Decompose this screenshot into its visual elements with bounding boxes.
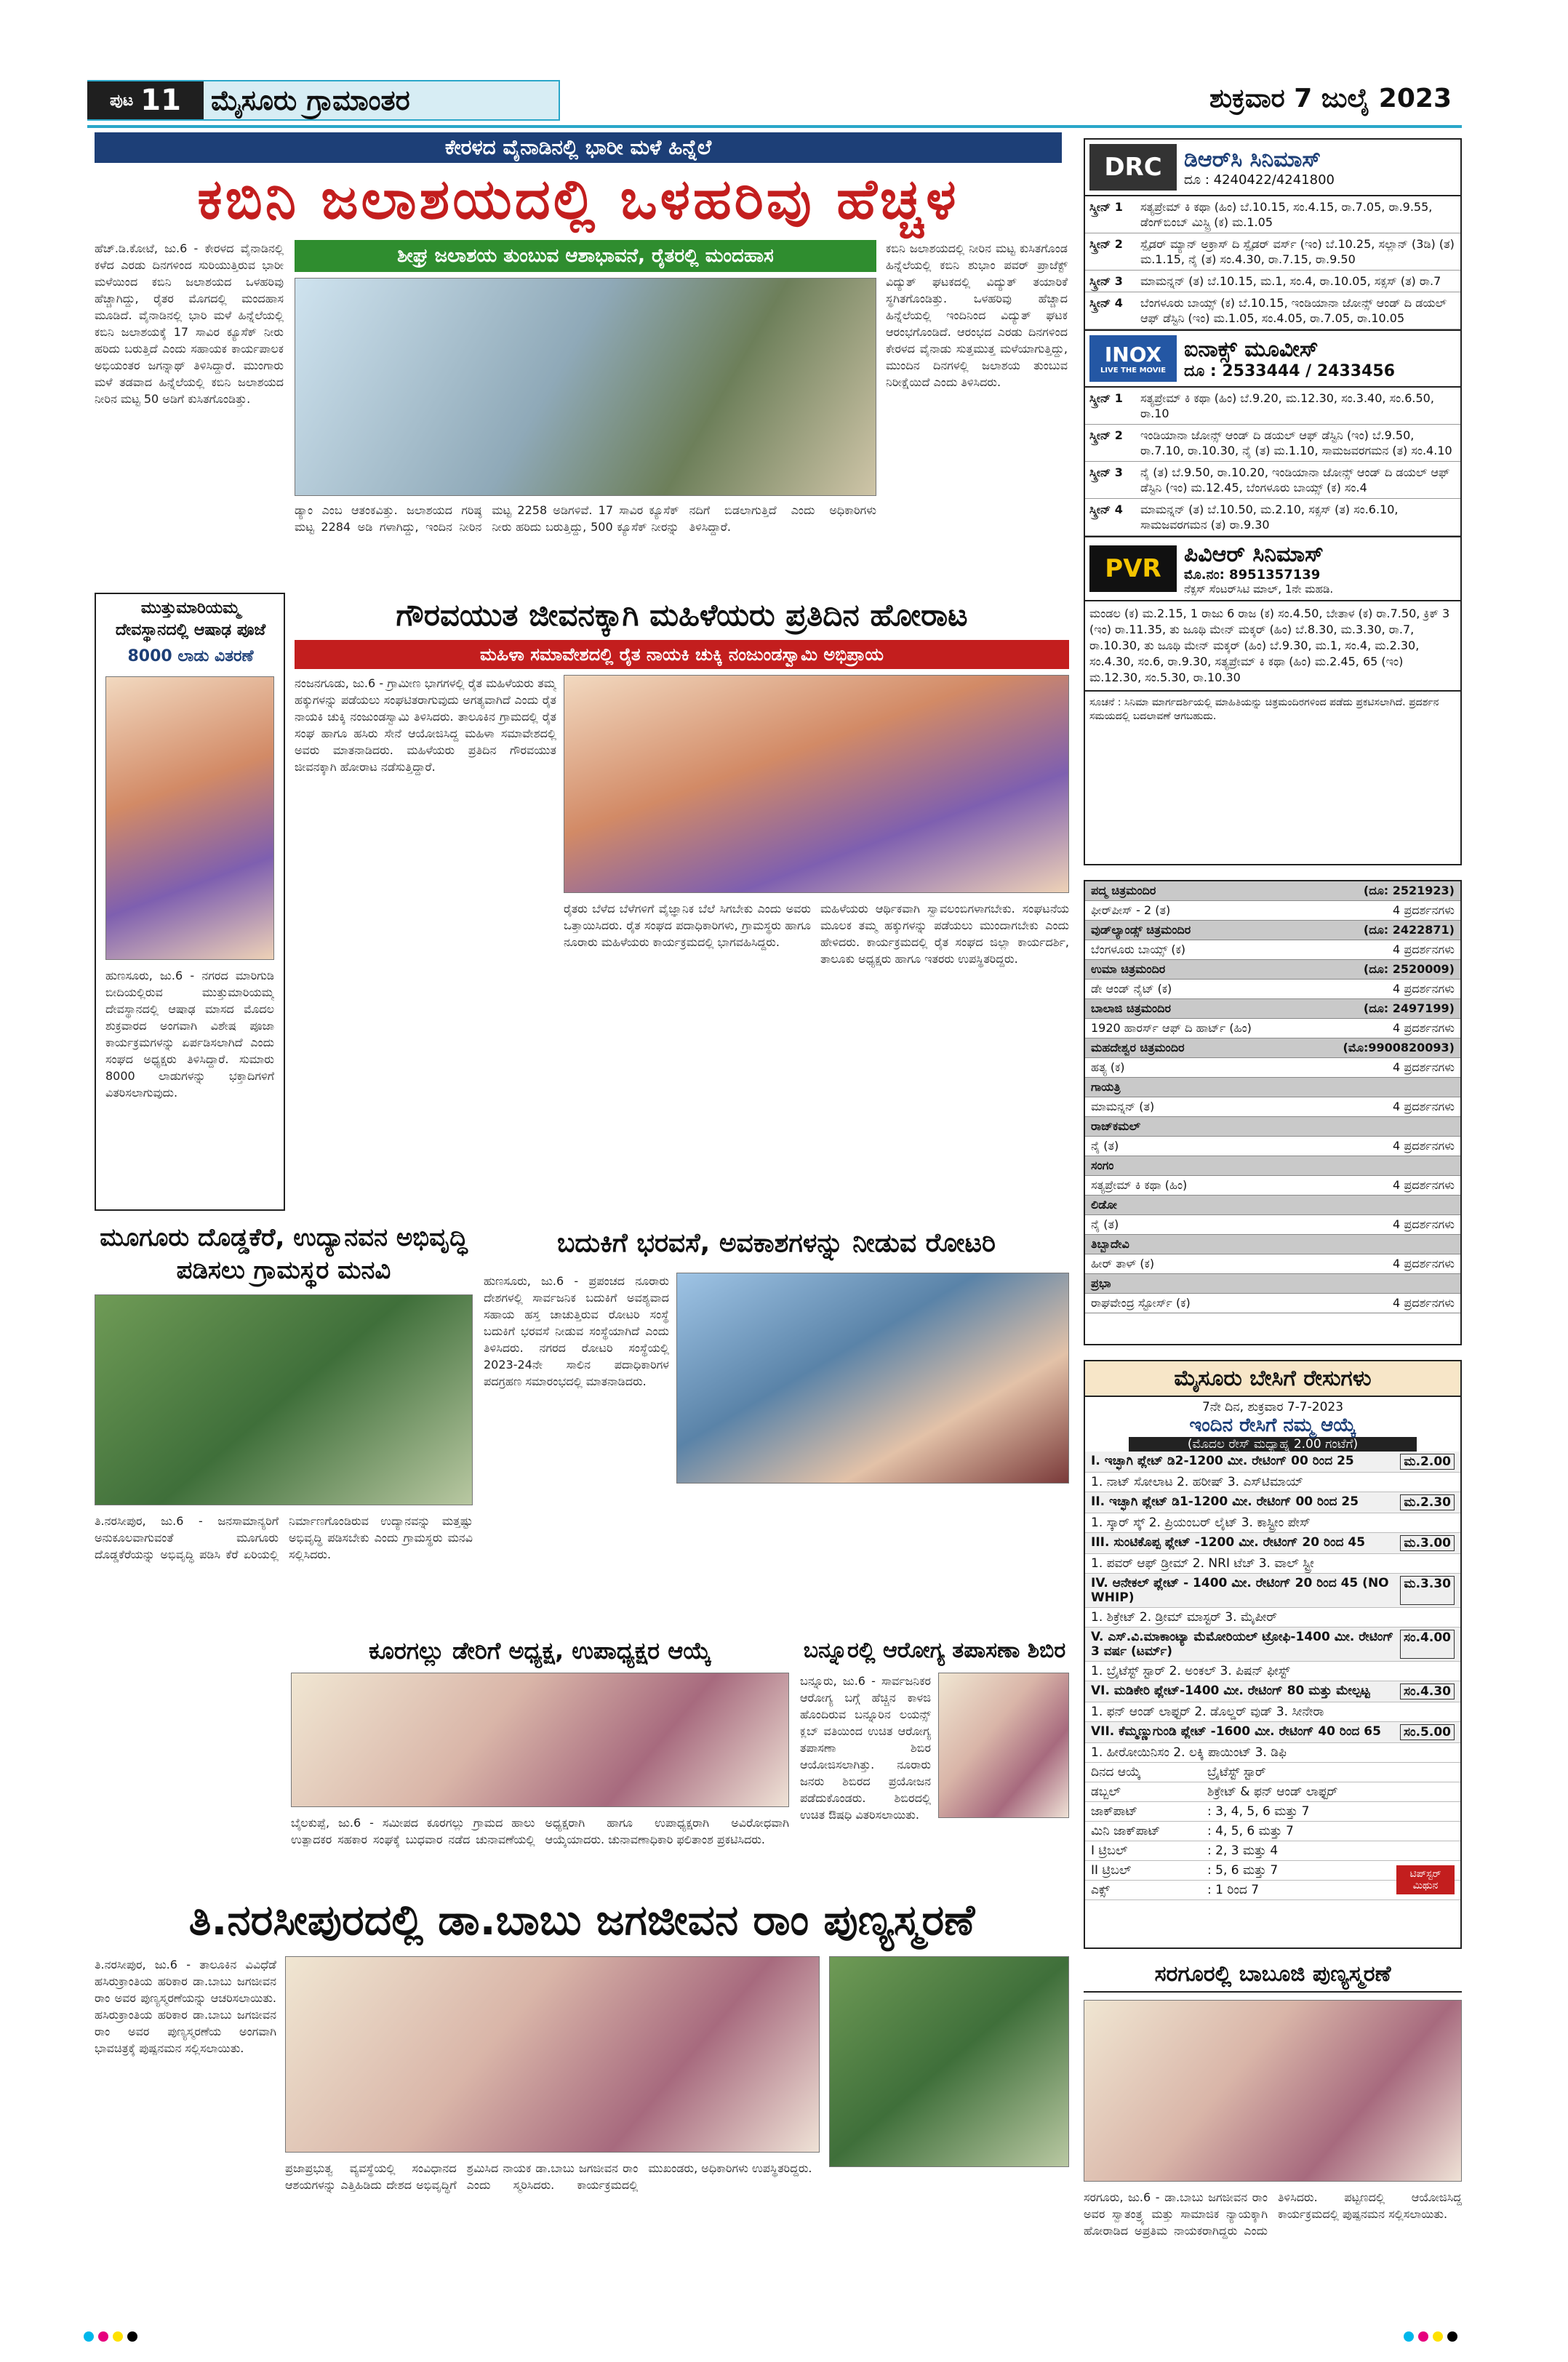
race-picks-row [1085,1743,1460,1763]
theatre-name-row [1085,999,1460,1019]
theatre-movie-row [1085,1019,1460,1038]
jagjivan-photo [285,1956,820,2153]
race-picks-row [1085,1702,1460,1722]
kuragalli-headline: ಕೂರಗಲ್ಲು ಡೇರಿಗೆ ಅಧ್ಯಕ್ಷ, ಉಪಾಧ್ಯಕ್ಷರ ಆಯ್ಕೆ [369,1637,711,1665]
moguru-headline: ಮೂಗೂರು ದೊಡ್ಡಕೆರೆ, ಉದ್ಯಾನವನ ಅಭಿವೃದ್ಧಿ ಪಡಿಸಲು ಗ್ರಾಮಸ್ಥರ ಮನವಿ [100,1223,468,1285]
movie-title: ಹೀರ್ ತಾಳ್ (ಕ) [1091,1257,1155,1270]
summary-row [1085,1822,1460,1841]
lead-col3: ಕಬಿನಿ ಜಲಾಶಯದಲ್ಲಿ ನೀರಿನ ಮಟ್ಟ ಕುಸಿತಗೊಂಡ ಹಿನ್ನೆಲೆಯಲ್ಲಿ ಕಬಿನಿ ಶುಭಾಂ ಪವರ್ ಪ್ರಾಜೆಕ್ಟ್ ವಿದ್ಯುತ್ ಘಟಕದಲ್ಲಿ ವಿದ್ಯುತ್ ತಯಾರಿಕೆ ಸ್ಥಗಿತಗೊಂಡಿತ್ತು. ಒಳಹರಿವು ಹೆಚ್ಚಾದ ಹಿನ್ನೆಲೆಯಲ್ಲಿ ಇಂದಿನಿಂದ ವಿದ್ಯುತ್ ಘಟಕ ಆರಂಭಗೊಂಡಿದೆ. ಆರಂಭದ ಎರಡು ದಿನಗಳಿಂದ ಕೇರಳದ ವೈನಾಡು ಸುತ್ತಮುತ್ತ ಮಳೆಯಾಗುತ್ತಿದ್ದು, ಮುಂದಿನ ದಿನಗಳಲ್ಲಿ ಜಲಾಶಯ ತುಂಬುವ ನಿರೀಕ್ಷೆಯಿದೆ ಎಂದು ತಿಳಿಸಿದರು. [886,241,1068,389]
theatre-name-row [1085,1274,1460,1294]
movie-title: ರಾಘವೇಂದ್ರ ಸ್ಟೋರ್ಸ್ (ಕ) [1091,1296,1191,1310]
theatre-phone: (ದೂ: 2520009) [1363,962,1455,976]
theatre-name: ಗಾಯತ್ರಿ [1091,1080,1121,1094]
goddess-title: ಮುತ್ತುಮಾರಿಯಮ್ಮ ದೇವಸ್ಥಾನದಲ್ಲಿ ಆಷಾಢ ಪೂಜೆ [115,599,266,639]
theatre-name-row [1085,1156,1460,1176]
theatre-name-row [1085,1235,1460,1254]
race-picks-row [1085,1473,1460,1492]
drc-title: ಡಿಆರ್‌ಸಿ ಸಿನಿಮಾಸ್ [1184,147,1321,172]
pvr-phone: ಮೊ.ನಂ: 8951357139 [1184,567,1321,583]
inox-logo-text: INOX [1104,343,1162,367]
moguru-body: ತಿ.ನರಸೀಪುರ, ಜು.6 - ಜನಸಾಮಾನ್ಯರಿಗೆ ಅನುಕೂಲವಾಗುವಂತೆ ಮೂಗೂರು ದೊಡ್ಡಕೆರೆಯನ್ನು ಅಭಿವೃದ್ಧಿ ಪಡಿಸಿ ಕೆರೆ ಏರಿಯಲ್ಲಿ ನಿರ್ಮಾಣಗೊಂಡಿರುವ ಉದ್ಯಾನವನ್ನು ಮತ್ತಷ್ಟು ಅಭಿವೃದ್ಧಿ ಪಡಿಸಬೇಕು ಎಂದು ಗ್ರಾಮಸ್ಥರು ಮನವಿ ಸಲ್ಲಿಸಿದರು. [95,1514,473,1561]
page-number-value: 11 [140,84,181,117]
showtimes: ಮಾಮನ್ನನ್ (ತ) ಬೆ.10.50, ಮ.2.10, ಸಕ್ಸಸ್ (ತ) ಸಂ.6.10, ಸಾಮಜವರಗಮನ (ತ) ರಾ.9.30 [1140,503,1399,532]
theatre-name: ಸಂಗಂ [1091,1158,1114,1172]
summary-value: : 5, 6 ಮತ್ತು 7 [1207,1863,1279,1878]
screen-label: ಸ್ಕ್ರೀನ್ 1 [1089,391,1123,405]
race-day: 7ನೇ ದಿನ, ಶುಕ್ರವಾರ 7-7-2023 [1201,1400,1344,1414]
summary-row [1085,1763,1460,1782]
issue-date: ಶುಕ್ರವಾರ 7 ಜುಲೈ 2023 [1209,84,1452,113]
show-count: 4 ಪ್ರದರ್ಶನಗಳು [1393,1100,1455,1113]
theatre-name-row [1085,881,1460,901]
kuragalli-photo [291,1673,789,1807]
saragur-body: ಸರಗೂರು, ಜು.6 - ಡಾ.ಬಾಬು ಜಗಜೀವನ ರಾಂ ಅವರ ಸ್ವಾತಂತ್ರ್ಯ ಮತ್ತು ಸಾಮಾಜಿಕ ನ್ಯಾಯಕ್ಕಾಗಿ ಹೋರಾಡಿದ ಅಪ್ರತಿಮ ನಾಯಕರಾಗಿದ್ದರು ಎಂದು ತಿಳಿಸಿದರು. ಪಟ್ಟಣದಲ್ಲಿ ಆಯೋಜಿಸಿದ್ದ ಕಾರ್ಯಕ್ರಮದಲ್ಲಿ ಪುಷ್ಪನಮನ ಸಲ್ಲಿಸಲಾಯಿತು. [1084,2190,1462,2238]
show-count: 4 ಪ್ರದರ್ಶನಗಳು [1393,982,1455,996]
theatre-name: ಮಹದೇಶ್ವರ ಚಿತ್ರಮಂದಿರ [1091,1041,1185,1054]
inox-row [1085,499,1460,536]
summary-value: ಬ್ರೈಟೆಸ್ಟ್ ಸ್ಟಾರ್ [1207,1765,1266,1779]
movie-title: ಬೆಂಗಳೂರು ಬಾಯ್ಸ್ (ಕ) [1091,942,1186,956]
lead-col1: ಹೆಚ್.ಡಿ.ಕೋಟೆ, ಜು.6 - ಕೇರಳದ ವೈನಾಡಿನಲ್ಲಿ ಕಳೆದ ಎರಡು ದಿನಗಳಿಂದ ಸುರಿಯುತ್ತಿರುವ ಭಾರೀ ಮಳೆಯಿಂದ ಕಬಿನಿ ಜಲಾಶಯದ ಒಳಹರಿವು ಹೆಚ್ಚಾಗಿದ್ದು, ರೈತರ ಮೊಗದಲ್ಲಿ ಮಂದಹಾಸ ಮೂಡಿದೆ. ವೈನಾಡಿನಲ್ಲಿ ಭಾರಿ ಮಳೆ ಹಿನ್ನೆಲೆಯಲ್ಲಿ ಕಬಿನಿ ಜಲಾಶಯಕ್ಕೆ 17 ಸಾವಿರ ಕ್ಯೂಸೆಕ್ ನೀರು ಹರಿದು ಬರುತ್ತಿದೆ ಎಂದು ಸಹಾಯಕ ಕಾರ್ಯಪಾಲಕ ಅಭಿಯಂತರ ಜಗನ್ನಾಥ್ ತಿಳಿಸಿದ್ದಾರೆ. ಮುಂಗಾರು ಮಳೆ ತಡವಾದ ಹಿನ್ನೆಲೆಯಲ್ಲಿ ಕಬಿನಿ ಜಲಾಶಯದ ನೀರಿನ ಮಟ್ಟ 50 ಅಡಿಗೆ ಕುಸಿತಗೊಂಡಿತ್ತು. [95,241,284,406]
race-picks: 1. ಹೀರೋಯಿನಿಸಂ 2. ಲಕ್ಕಿ ಪಾಯಿಂಟ್ 3. ಡಿಫಿ [1091,1745,1287,1760]
theatre-name-row [1085,1117,1460,1137]
theatre-name: ರಾಜ್‌ಕಮಲ್ [1091,1119,1141,1133]
show-count: 4 ಪ್ರದರ್ಶನಗಳು [1393,1021,1455,1035]
tipster-badge: ಟಿಪ್‌ಸ್ಟರ್ ಮಿಥುನ [1396,1865,1455,1894]
race-title: ಮೈಸೂರು ಬೇಸಿಗೆ ರೇಸುಗಳು [1085,1361,1460,1397]
race-picks-row [1085,1608,1460,1628]
women-subkicker: ಮಹಿಳಾ ಸಮಾವೇಶದಲ್ಲಿ ರೈತ ನಾಯಕಿ ಚುಕ್ಕಿ ನಂಜುಂಡಸ್ವಾಮಿ ಅಭಿಪ್ರಾಯ [295,640,1069,669]
race-picks: 1. ಪವರ್ ಆಫ್ ಡ್ರೀಮ್ 2. NRI ಟೆಚ್ 3. ವಾಲ್ ಸ್ಟ್ರೀ [1091,1556,1314,1571]
race-name: V. ಎಸ್.ವಿ.ಮಾಕಾಂಟ್ಯಾ ಮೆಮೋರಿಯಲ್ ಟ್ರೋಫಿ-1400 ಮೀ. ರೇಟಿಂಗ್ 3 ವರ್ಷ (ಟರ್ಮ್) [1091,1630,1394,1659]
summary-key: ಎಕ್ಸ್ [1091,1883,1110,1897]
showtimes: ಇಂಡಿಯಾನಾ ಜೋನ್ಸ್ ಆಂಡ್ ದಿ ಡಯಲ್ ಆಫ್ ಡೆಸ್ಟಿನಿ (ಇಂ) ಬೆ.9.50, ರಾ.7.10, ರಾ.10.30, ನೈ (ತ) ಮ.1.10, ಸಾಮಜವರಗಮನ (ತ) ಸಂ.4.10 [1140,428,1452,457]
theatre-movie-row [1085,901,1460,921]
inox-row [1085,425,1460,462]
show-count: 4 ಪ್ರದರ್ಶನಗಳು [1393,1178,1455,1192]
drc-row [1085,292,1460,329]
color-marks-left [84,2331,142,2345]
drc-row [1085,233,1460,271]
summary-value: ಶಿಕ್ರೇಟ್ & ಫನ್ ಆಂಡ್ ಲಾಫ್ಟರ್ [1207,1785,1338,1799]
drc-row [1085,271,1460,292]
theatre-movie-row [1085,1254,1460,1274]
moguru-photo [95,1294,473,1505]
theatre-movie-row [1085,1137,1460,1156]
theatre-name-row [1085,1038,1460,1058]
health-body: ಬನ್ನೂರು, ಜು.6 - ಸಾರ್ವಜನಿಕರ ಆರೋಗ್ಯ ಬಗ್ಗೆ ಹೆಚ್ಚಿನ ಕಾಳಜಿ ಹೊಂದಿರುವ ಬನ್ನೂರಿನ ಲಯನ್ಸ್ ಕ್ಲಬ್ ವತಿಯಿಂದ ಉಚಿತ ಆರೋಗ್ಯ ತಪಾಸಣಾ ಶಿಬಿರ ಆಯೋಜಿಸಲಾಗಿತ್ತು. ನೂರಾರು ಜನರು ಶಿಬಿರದ ಪ್ರಯೋಜನ ಪಡೆದುಕೊಂಡರು. ಶಿಬಿರದಲ್ಲಿ ಉಚಿತ ಔಷಧಿ ವಿತರಿಸಲಾಯಿತು. [800,1674,931,1822]
race-time: ಮ.3.00 [1400,1535,1455,1551]
saragur-headline: ಸರಗೂರಲ್ಲಿ ಬಾಬೂಜಿ ಪುಣ್ಯಸ್ಮರಣೆ [1084,1956,1462,1993]
theatre-phone: (ದೂ: 2497199) [1363,1001,1455,1015]
showtimes: ಸತ್ಯಪ್ರೇಮ್ ಕಿ ಕಥಾ (ಹಿಂ) ಬೆ.9.20, ಮ.12.30, ಸಂ.3.40, ಸಂ.6.50, ರಾ.10 [1140,391,1434,420]
race-header-row [1085,1574,1460,1608]
summary-key: ದಿನದ ಆಯ್ಕೆ [1091,1765,1141,1779]
women-photo [564,675,1069,893]
inox-header [1085,329,1460,388]
theatre-name: ಲಿಡೋ [1091,1198,1117,1212]
race-name: VII. ಕೆಮ್ಮಣ್ಣುಗುಂಡಿ ಪ್ಲೇಟ್ -1600 ಮೀ. ರೇಟಿಂಗ್ 40 ರಿಂದ 65 [1091,1724,1381,1739]
race-picks-row [1085,1662,1460,1681]
race-picks: 1. ಫನ್ ಆಂಡ್ ಲಾಫ್ಟರ್ 2. ಡೊಲ್ಡರ್ ವುಡ್ 3. ಸೀನೇರಾ [1091,1705,1324,1719]
theatre-movie-row [1085,1058,1460,1078]
theatre-name: ಪದ್ಮ ಚಿತ್ರಮಂದಿರ [1091,884,1156,897]
theatre-name: ತಿಬ್ಬಾದೇವಿ [1091,1237,1129,1251]
inox-logo [1089,335,1177,382]
inox-tagline: LIVE THE MOVIE [1100,367,1167,375]
show-count: 4 ಪ್ರದರ್ಶನಗಳು [1393,1060,1455,1074]
cinema-panel [1084,138,1462,865]
movie-title: ಡೇ ಆಂಡ್ ನೈಟ್ (ಕ) [1091,982,1172,996]
screen-label: ಸ್ಕ್ರೀನ್ 4 [1089,296,1123,310]
theatre-name: ಪ್ರಭಾ [1091,1276,1111,1290]
screen-label: ಸ್ಕ್ರೀನ್ 3 [1089,465,1123,479]
theatre-movie-row [1085,1097,1460,1117]
inox-row [1085,462,1460,499]
race-picks: 1. ನಾಟ್ ಸೋಲಾಟ 2. ಹರೀಷ್ 3. ಎಸ್‌ಟಿಮಾಯ್ [1091,1475,1303,1489]
dam-photo [295,278,876,496]
women-col3: ಮಹಿಳೆಯರು ಆರ್ಥಿಕವಾಗಿ ಸ್ವಾವಲಂಬಿಗಳಾಗಬೇಕು. ಸಂಘಟನೆಯ ಮೂಲಕ ತಮ್ಮ ಹಕ್ಕುಗಳನ್ನು ಪಡೆಯಲು ಮುಂದಾಗಬೇಕು ಎಂದು ಹೇಳಿದರು. ಕಾರ್ಯಕ್ರಮದಲ್ಲಿ ರೈತ ಸಂಘದ ಜಿಲ್ಲಾ ಕಾರ್ಯದರ್ಶಿ, ತಾಲೂಕು ಅಧ್ಯಕ್ಷರು ಹಾಗೂ ಇತರರು ಉಪಸ್ಥಿತರಿದ್ದರು. [820,902,1069,966]
theatre-name-row [1085,1078,1460,1097]
summary-value: : 2, 3 ಮತ್ತು 4 [1207,1843,1279,1858]
race-header-row [1085,1452,1460,1473]
race-name: I. ಇಚ್ಛಾಗಿ ಪ್ಲೇಟ್ ಡಿ2-1200 ಮೀ. ರೇಟಿಂಗ್ 00 ರಿಂದ 25 [1091,1454,1354,1468]
showtimes: ನೈ (ತ) ಬೆ.9.50, ರಾ.10.20, ಇಂಡಿಯಾನಾ ಜೋನ್ಸ್ ಆಂಡ್ ದಿ ಡಯಲ್ ಆಫ್ ಡೆಸ್ಟಿನಿ (ಇಂ) ಮ.12.45, ಬೆಂಗಳೂರು ಬಾಯ್ಸ್ (ಕ) ಸಂ.4 [1140,465,1450,495]
theatre-movie-row [1085,1294,1460,1313]
pvr-schedule: ಮಂಡಲ (ಕ) ಮ.2.15, 1 ರಾಜು 6 ರಾಜ (ಕ) ಸಂ.4.50, ಬೇತಾಳ (ಕ) ರಾ.7.50, ಕ್ರಿಕ್ 3 (ಇಂ) ರಾ.11.35, ತು ಜೂಥಿ ಮೇನ್ ಮಕ್ಕರ್ (ಹಿಂ) ಬೆ.8.30, ಮ.3.30, ರಾ.7, ರಾ.10.30, ತು ಜೂಥಿ ಮೇನ್ ಮಕ್ಕರ್ (ಹಿಂ) ಬೆ.9.30, ಮ.1, ಸಂ.4, ಮ.2.30, ಸಂ.4.30, ಸಂ.6, ರಾ.9.30, ಸತ್ಯಪ್ರೇಮ್ ಕಿ ಕಥಾ (ಹಿಂ) ಮ.2.45, 65 (ಇಂ) ಮ.12.30, ಸಂ.5.30, ರಾ.10.30 [1089,606,1450,684]
race-header-row [1085,1533,1460,1554]
inox-row [1085,388,1460,425]
theatre-phone: (ದೂ: 2422871) [1363,923,1455,937]
kuragalli-body: ಬೈಲಕುಪ್ಪೆ, ಜು.6 - ಸಮೀಪದ ಕೂರಗಲ್ಲು ಗ್ರಾಮದ ಹಾಲು ಉತ್ಪಾದಕರ ಸಹಕಾರ ಸಂಘಕ್ಕೆ ಬುಧವಾರ ನಡೆದ ಚುನಾವಣೆಯಲ್ಲಿ ಅಧ್ಯಕ್ಷರಾಗಿ ಹಾಗೂ ಉಪಾಧ್ಯಕ್ಷರಾಗಿ ಅವಿರೋಧವಾಗಿ ಆಯ್ಕೆಯಾದರು. ಚುನಾವಣಾಧಿಕಾರಿ ಫಲಿತಾಂಶ ಪ್ರಕಟಿಸಿದರು. [291,1816,789,1846]
women-headline: ಗೌರವಯುತ ಜೀವನಕ್ಕಾಗಿ ಮಹಿಳೆಯರು ಪ್ರತಿದಿನ ಹೋರಾಟ [396,597,968,633]
pvr-header [1085,536,1460,601]
showtimes: ಸತ್ಯಪ್ರೇಮ್ ಕಿ ಕಥಾ (ಹಿಂ) ಬೆ.10.15, ಸಂ.4.15, ರಾ.7.05, ರಾ.9.55, ಡೆಂಗ್‌ಬಿಂಬ್ ಮಿಸ್ಟ್ರಿ (ಕ) ಮ.1.05 [1140,200,1433,229]
summary-key: ಮಿನಿ ಜಾಕ್‌ಪಾಟ್ [1091,1824,1161,1838]
lead-subkicker: ಶೀಘ್ರ ಜಲಾಶಯ ತುಂಬುವ ಆಶಾಭಾವನೆ, ರೈತರಲ್ಲಿ ಮಂದಹಾಸ [295,240,876,272]
movie-title: ಹತ್ಯ (ಕ) [1091,1060,1125,1074]
screen-label: ಸ್ಕ್ರೀನ್ 1 [1089,200,1123,214]
inox-schedule [1085,388,1460,536]
health-photo [938,1673,1069,1818]
theatre-name-row [1085,1196,1460,1215]
show-count: 4 ಪ್ರದರ್ಶನಗಳು [1393,1257,1455,1270]
inox-title: ಐನಾಕ್ಸ್ ಮೂವೀಸ್ [1184,337,1319,362]
race-time: ಮ.2.30 [1400,1494,1455,1510]
goddess-subtitle: 8000 ಲಾಡು ವಿತರಣೆ [127,647,254,665]
jagjivan-headline: ತಿ.ನರಸೀಪುರದಲ್ಲಿ ಡಾ.ಬಾಬು ಜಗಜೀವನ ರಾಂ ಪುಣ್ಯಸ್ಮರಣೆ [188,1895,975,1945]
race-time: ಸಂ.5.00 [1400,1724,1455,1740]
drc-row [1085,196,1460,233]
theatre-name-row [1085,921,1460,940]
theatre-movie-row [1085,940,1460,960]
jagjivan-body2: ಪ್ರಜಾಪ್ರಭುತ್ವ ವ್ಯವಸ್ಥೆಯಲ್ಲಿ ಸಂವಿಧಾನದ ಆಶಯಗಳನ್ನು ಎತ್ತಿಹಿಡಿದು ದೇಶದ ಅಭಿವೃದ್ಧಿಗೆ ಶ್ರಮಿಸಿದ ನಾಯಕ ಡಾ.ಬಾಬು ಜಗಜೀವನ ರಾಂ ಎಂದು ಸ್ಮರಿಸಿದರು. ಕಾರ್ಯಕ್ರಮದಲ್ಲಿ ಮುಖಂಡರು, ಅಧಿಕಾರಿಗಳು ಉಪಸ್ಥಿತರಿದ್ದರು. [285,2161,812,2192]
show-count: 4 ಪ್ರದರ್ಶನಗಳು [1393,903,1455,917]
race-header-row [1085,1628,1460,1662]
women-col2: ರೈತರು ಬೆಳೆದ ಬೆಳೆಗಳಿಗೆ ವೈಜ್ಞಾನಿಕ ಬೆಲೆ ಸಿಗಬೇಕು ಎಂದು ಅವರು ಒತ್ತಾಯಿಸಿದರು. ರೈತ ಸಂಘದ ಪದಾಧಿಕಾರಿಗಳು, ಗ್ರಾಮಸ್ಥರು ಹಾಗೂ ನೂರಾರು ಮಹಿಳೆಯರು ಕಾರ್ಯಕ್ರಮದಲ್ಲಿ ಭಾಗವಹಿಸಿದ್ದರು. [564,902,811,949]
showtimes: ಬೆಂಗಳೂರು ಬಾಯ್ಸ್ (ಕ) ಬೆ.10.15, ಇಂಡಿಯಾನಾ ಜೋನ್ಸ್ ಆಂಡ್ ದಿ ಡಯಲ್ ಆಫ್ ಡೆಸ್ಟಿನಿ (ಇಂ) ಮ.1.05, ಸಂ.4.05, ರಾ.7.05, ರಾ.10.05 [1140,296,1447,325]
race-picks: 1. ಶಿಕ್ರೇಟ್ 2. ಡ್ರೀಮ್ ಮಾಸ್ಟರ್ 3. ಮೈಪೀರ್ [1091,1610,1277,1625]
summary-value: : 4, 5, 6 ಮತ್ತು 7 [1207,1824,1294,1838]
race-tips-title: ಇಂದಿನ ರೇಸಿಗೆ ನಮ್ಮ ಆಯ್ಕೆ [1189,1414,1356,1436]
lead-headline: ಕಬಿನಿ ಜಲಾಶಯದಲ್ಲಿ ಒಳಹರಿವು ಹೆಚ್ಚಳ [197,167,959,231]
show-count: 4 ಪ್ರದರ್ಶನಗಳು [1393,1296,1455,1310]
movie-title: ಮಾಮನ್ನನ್ (ತ) [1091,1100,1155,1113]
theatre-name: ಬಾಲಾಜಿ ಚಿತ್ರಮಂದಿರ [1091,1001,1171,1015]
health-headline: ಬನ್ನೂರಲ್ಲಿ ಆರೋಗ್ಯ ತಪಾಸಣಾ ಶಿಬಿರ [803,1638,1066,1663]
race-name: VI. ಮಡಿಕೇರಿ ಪ್ಲೇಟ್-1400 ಮೀ. ರೇಟಿಂಗ್ 80 ಮತ್ತು ಮೇಲ್ಪಟ್ಟ [1091,1684,1370,1698]
theatre-name: ಉಮಾ ಚಿತ್ರಮಂದಿರ [1091,962,1166,976]
rotary-photo [676,1273,1069,1484]
saragur-photo [1084,2000,1462,2182]
movie-title: 1920 ಹಾರರ್ಸ್ ಆಫ್ ದಿ ಹಾರ್ಟ್ (ಹಿಂ) [1091,1021,1252,1035]
race-picks-row [1085,1513,1460,1533]
race-list [1085,1452,1460,1763]
show-count: 4 ಪ್ರದರ್ಶನಗಳು [1393,942,1455,956]
rotary-headline: ಬದುಕಿಗೆ ಭರವಸೆ, ಅವಕಾಶಗಳನ್ನು ನೀಡುವ ರೋಟರಿ [557,1228,996,1258]
summary-row [1085,1782,1460,1802]
theatre-movie-row [1085,980,1460,999]
goddess-body: ಹುಣಸೂರು, ಜು.6 - ನಗರದ ಮಾರಿಗುಡಿ ಬೀದಿಯಲ್ಲಿರುವ ಮುತ್ತುಮಾರಿಯಮ್ಮ ದೇವಸ್ಥಾನದಲ್ಲಿ ಆಷಾಢ ಮಾಸದ ಮೊದಲ ಶುಕ್ರವಾರದ ಅಂಗವಾಗಿ ವಿಶೇಷ ಪೂಜಾ ಕಾರ್ಯಕ್ರಮಗಳನ್ನು ಏರ್ಪಡಿಸಲಾಗಿದೆ ಎಂದು ಸಂಘದ ಅಧ್ಯಕ್ಷರು ತಿಳಿಸಿದ್ದಾರೆ. ಸುಮಾರು 8000 ಲಾಡುಗಳನ್ನು ಭಕ್ತಾದಿಗಳಿಗೆ ವಿತರಿಸಲಾಗುವುದು. [105,969,274,1100]
pvr-logo: PVR [1089,545,1177,592]
showtimes: ಸ್ಪೈಡರ್ ಮ್ಯಾನ್ ಅಕ್ರಾಸ್ ದಿ ಸ್ಪೈಡರ್ ವರ್ಸ್ (ಇಂ) ಬೆ.10.25, ಸಲ್ಲಾನ್ (3ಡಿ) (ತ) ಮ.1.15, ನೈ (ತ) ಸಂ.4.30, ರಾ.7.15, ರಾ.9.50 [1140,237,1455,266]
movie-title: ಫೀರ್‌ಪೀಸ್ - 2 (ತ) [1091,903,1171,917]
race-name: II. ಇಚ್ಛಾಗಿ ಪ್ಲೇಟ್ ಡಿ1-1200 ಮೀ. ರೇಟಿಂಗ್ 00 ರಿಂದ 25 [1091,1494,1359,1509]
showtimes: ಮಾಮನ್ನನ್ (ತ) ಬೆ.10.15, ಮ.1, ಸಂ.4, ರಾ.10.05, ಸಕ್ಸಸ್ (ತ) ರಾ.7 [1140,274,1441,288]
theatre-name-row [1085,960,1460,980]
theatre-phone: (ದೂ: 2521923) [1363,884,1455,897]
race-time: ಸಂ.4.30 [1400,1684,1455,1700]
summary-row [1085,1802,1460,1822]
theatre-phone: (ಮೊ:9900820093) [1343,1041,1455,1054]
section-name: ಮೈಸೂರು ಗ್ರಾಮಾಂತರ [211,84,410,116]
race-time: ಮ.3.30 [1400,1576,1455,1605]
race-summary [1085,1763,1460,1900]
race-name: IV. ಆನೇಕಲ್ ಪ್ಲೇಟ್ - 1400 ಮೀ. ರೇಟಿಂಗ್ 20 ರಿಂದ 45 (NO WHIP) [1091,1576,1389,1605]
cinema-notice: ಸೂಚನೆ : ಸಿನಿಮಾ ಮಾರ್ಗದರ್ಶಿಯಲ್ಲಿ ಮಾಹಿತಿಯನ್ನು ಚಿತ್ರಮಂದಿರಗಳಿಂದ ಪಡೆದು ಪ್ರಕಟಿಸಲಾಗಿದೆ. ಪ್ರದರ್ಶನ ಸಮಯದಲ್ಲಿ ಬದಲಾವಣೆ ಆಗಬಹುದು. [1085,690,1460,728]
race-header-row [1085,1492,1460,1513]
movie-title: ನೈ (ತ) [1091,1217,1119,1231]
goddess-photo [105,676,274,960]
screen-label: ಸ್ಕ್ರೀನ್ 3 [1089,274,1123,288]
race-picks-row [1085,1554,1460,1574]
movie-title: ನೈ (ತ) [1091,1139,1119,1153]
summary-value: : 1 ರಿಂದ 7 [1207,1883,1260,1897]
inox-phone: ದೂ : 2533444 / 2433456 [1184,362,1396,380]
jagjivan-body: ತಿ.ನರಸೀಪುರ, ಜು.6 - ತಾಲೂಕಿನ ವಿವಿಧೆಡೆ ಹಸಿರುಕ್ರಾಂತಿಯ ಹರಿಕಾರ ಡಾ.ಬಾಬು ಜಗಜೀವನ ರಾಂ ಅವರ ಪುಣ್ಯಸ್ಮರಣೆಯನ್ನು ಆಚರಿಸಲಾಯಿತು. ಹಸಿರುಕ್ರಾಂತಿಯ ಹರಿಕಾರ ಡಾ.ಬಾಬು ಜಗಜೀವನ ರಾಂ ಅವರ ಪುಣ್ಯಸ್ಮರಣೆಯ ಅಂಗವಾಗಿ ಭಾವಚಿತ್ರಕ್ಕೆ ಪುಷ್ಪನಮನ ಸಲ್ಲಿಸಲಾಯಿತು. [95,1958,276,2055]
lead-col2: ಡ್ಯಾಂ ಎಂಬ ಆತಂಕವಿತ್ತು. ಜಲಾಶಯದ ಗರಿಷ್ಠ ಮಟ್ಟ 2284 ಅಡಿ ಗಳಾಗಿದ್ದು, ಇಂದಿನ ನೀರಿನ ಮಟ್ಟ 2258 ಅಡಿಗಳಿವೆ. 17 ಸಾವಿರ ಕ್ಯೂಸೆಕ್ ನೀರು ಹರಿದು ಬರುತ್ತಿದ್ದು, 500 ಕ್ಯೂಸೆಕ್ ನೀರನ್ನು ನದಿಗೆ ಬಿಡಲಾಗುತ್ತಿದೆ ಎಂದು ಅಧಿಕಾರಿಗಳು ತಿಳಿಸಿದ್ದಾರೆ. [295,503,876,534]
race-picks: 1. ಬ್ರೈಟೆಸ್ಟ್ ಸ್ಟಾರ್ 2. ಅಂಕಲ್ 3. ಪಿಷನ್ ಫೀಸ್ಟ್ [1091,1664,1290,1678]
screen-label: ಸ್ಕ್ರೀನ್ 2 [1089,237,1123,251]
women-col1: ನಂಜನಗೂಡು, ಜು.6 - ಗ್ರಾಮೀಣ ಭಾಗಗಳಲ್ಲಿ ರೈತ ಮಹಿಳೆಯರು ತಮ್ಮ ಹಕ್ಕುಗಳನ್ನು ಪಡೆಯಲು ಸಂಘಟಿತರಾಗುವುದು ಅಗತ್ಯವಾಗಿದೆ ಎಂದು ರೈತ ನಾಯಕಿ ಚುಕ್ಕಿ ನಂಜುಂಡಸ್ವಾಮಿ ತಿಳಿಸಿದರು. ತಾಲೂಕಿನ ಗ್ರಾಮದಲ್ಲಿ ರೈತ ಸಂಘ ಹಾಗೂ ಹಸಿರು ಸೇನೆ ಆಯೋಜಿಸಿದ್ದ ಮಹಿಳಾ ಸಮಾವೇಶದಲ್ಲಿ ಅವರು ಮಾತನಾಡಿದರು. ಮಹಿಳೆಯರು ಪ್ರತಿದಿನ ಗೌರವಯುತ ಜೀವನಕ್ಕಾಗಿ ಹೋರಾಟ ನಡೆಸುತ್ತಿದ್ದಾರೆ. [295,676,556,774]
race-time: ಸಂ.4.00 [1400,1630,1455,1659]
race-header-row [1085,1681,1460,1702]
summary-key: II ಟ್ರಿಬಲ್ [1091,1863,1132,1878]
drc-schedule [1085,196,1460,329]
screen-label: ಸ್ಕ್ರೀನ್ 4 [1089,503,1123,516]
movie-title: ಸತ್ಯಪ್ರೇಮ್ ಕಿ ಕಥಾ (ಹಿಂ) [1091,1178,1188,1192]
summary-key: ಡಬ್ಬಲ್ [1091,1785,1121,1799]
race-box [1084,1360,1462,1949]
statue-photo [829,1956,1069,2167]
race-time: ಮ.2.00 [1400,1454,1455,1470]
summary-key: I ಟ್ರಿಬಲ್ [1091,1843,1128,1858]
race-picks: 1. ಸ್ಕಾರ್ ಸ್ಕ್ 2. ಪ್ರಿಯಂಬರ್ ಲೈಟ್ 3. ಕಾಸ್ಟ್ರೀಂ ಪೇಸ್ [1091,1516,1311,1530]
drc-header [1085,140,1460,196]
color-marks-right [1404,2331,1462,2345]
race-start: (ಮೊದಲ ರೇಸ್ ಮಧ್ಯಾಹ್ನ 2.00 ಗಂಟೆಗೆ) [1129,1437,1417,1452]
screen-label: ಸ್ಕ್ರೀನ್ 2 [1089,428,1123,442]
rotary-body: ಹುಣಸೂರು, ಜು.6 - ಪ್ರಪಂಚದ ನೂರಾರು ದೇಶಗಳಲ್ಲಿ ಸಾರ್ವಜನಿಕ ಬದುಕಿಗೆ ಅವಶ್ಯವಾದ ಸಹಾಯ ಹಸ್ತ ಚಾಚುತ್ತಿರುವ ರೋಟರಿ ಸಂಸ್ಥೆ ಬದುಕಿಗೆ ಭರವಸೆ ನೀಡುವ ಸಂಸ್ಥೆಯಾಗಿದೆ ಎಂದು ತಿಳಿಸಿದರು. ನಗರದ ರೋಟರಿ ಸಂಸ್ಥೆಯಲ್ಲಿ 2023-24ನೇ ಸಾಲಿನ ಪದಾಧಿಕಾರಿಗಳ ಪದಗ್ರಹಣ ಸಮಾರಂಭದಲ್ಲಿ ಮಾತನಾಡಿದರು. [484,1274,669,1388]
page-label: ಪುಟ [110,91,134,110]
theatre-name: ವುಡ್‌ಲ್ಯಾಂಡ್ಸ್ ಚಿತ್ರಮಂದಿರ [1091,923,1191,937]
page-number [87,81,204,119]
pvr-address: ನೆಕ್ಸಸ್ ಸೆಂಟರ್‌ಸಿಟಿ ಮಾಲ್, 1ನೇ ಮಹಡಿ. [1184,583,1334,596]
summary-value: : 3, 4, 5, 6 ಮತ್ತು 7 [1207,1804,1310,1819]
show-count: 4 ಪ್ರದರ್ಶನಗಳು [1393,1217,1455,1231]
theatre-movie-row [1085,1215,1460,1235]
race-header-row [1085,1722,1460,1743]
summary-row [1085,1841,1460,1861]
drc-logo: DRC [1089,144,1177,191]
masthead-rule [87,125,1462,128]
drc-phone: ದೂ : 4240422/4241800 [1184,172,1335,188]
lead-kicker: ಕೇರಳದ ವೈನಾಡಿನಲ್ಲಿ ಭಾರೀ ಮಳೆ ಹಿನ್ನೆಲೆ [95,132,1062,163]
show-count: 4 ಪ್ರದರ್ಶನಗಳು [1393,1139,1455,1153]
race-name: III. ಸುಂಟಿಕೊಪ್ಪ ಪ್ಲೇಟ್ -1200 ಮೀ. ರೇಟಿಂಗ್ 20 ರಿಂದ 45 [1091,1535,1366,1550]
theatre-list [1084,880,1462,1345]
theatre-movie-row [1085,1176,1460,1196]
pvr-title: ಪಿವಿಆರ್ ಸಿನಿಮಾಸ್ [1184,542,1324,567]
summary-key: ಜಾಕ್‌ಪಾಟ್ [1091,1804,1138,1819]
